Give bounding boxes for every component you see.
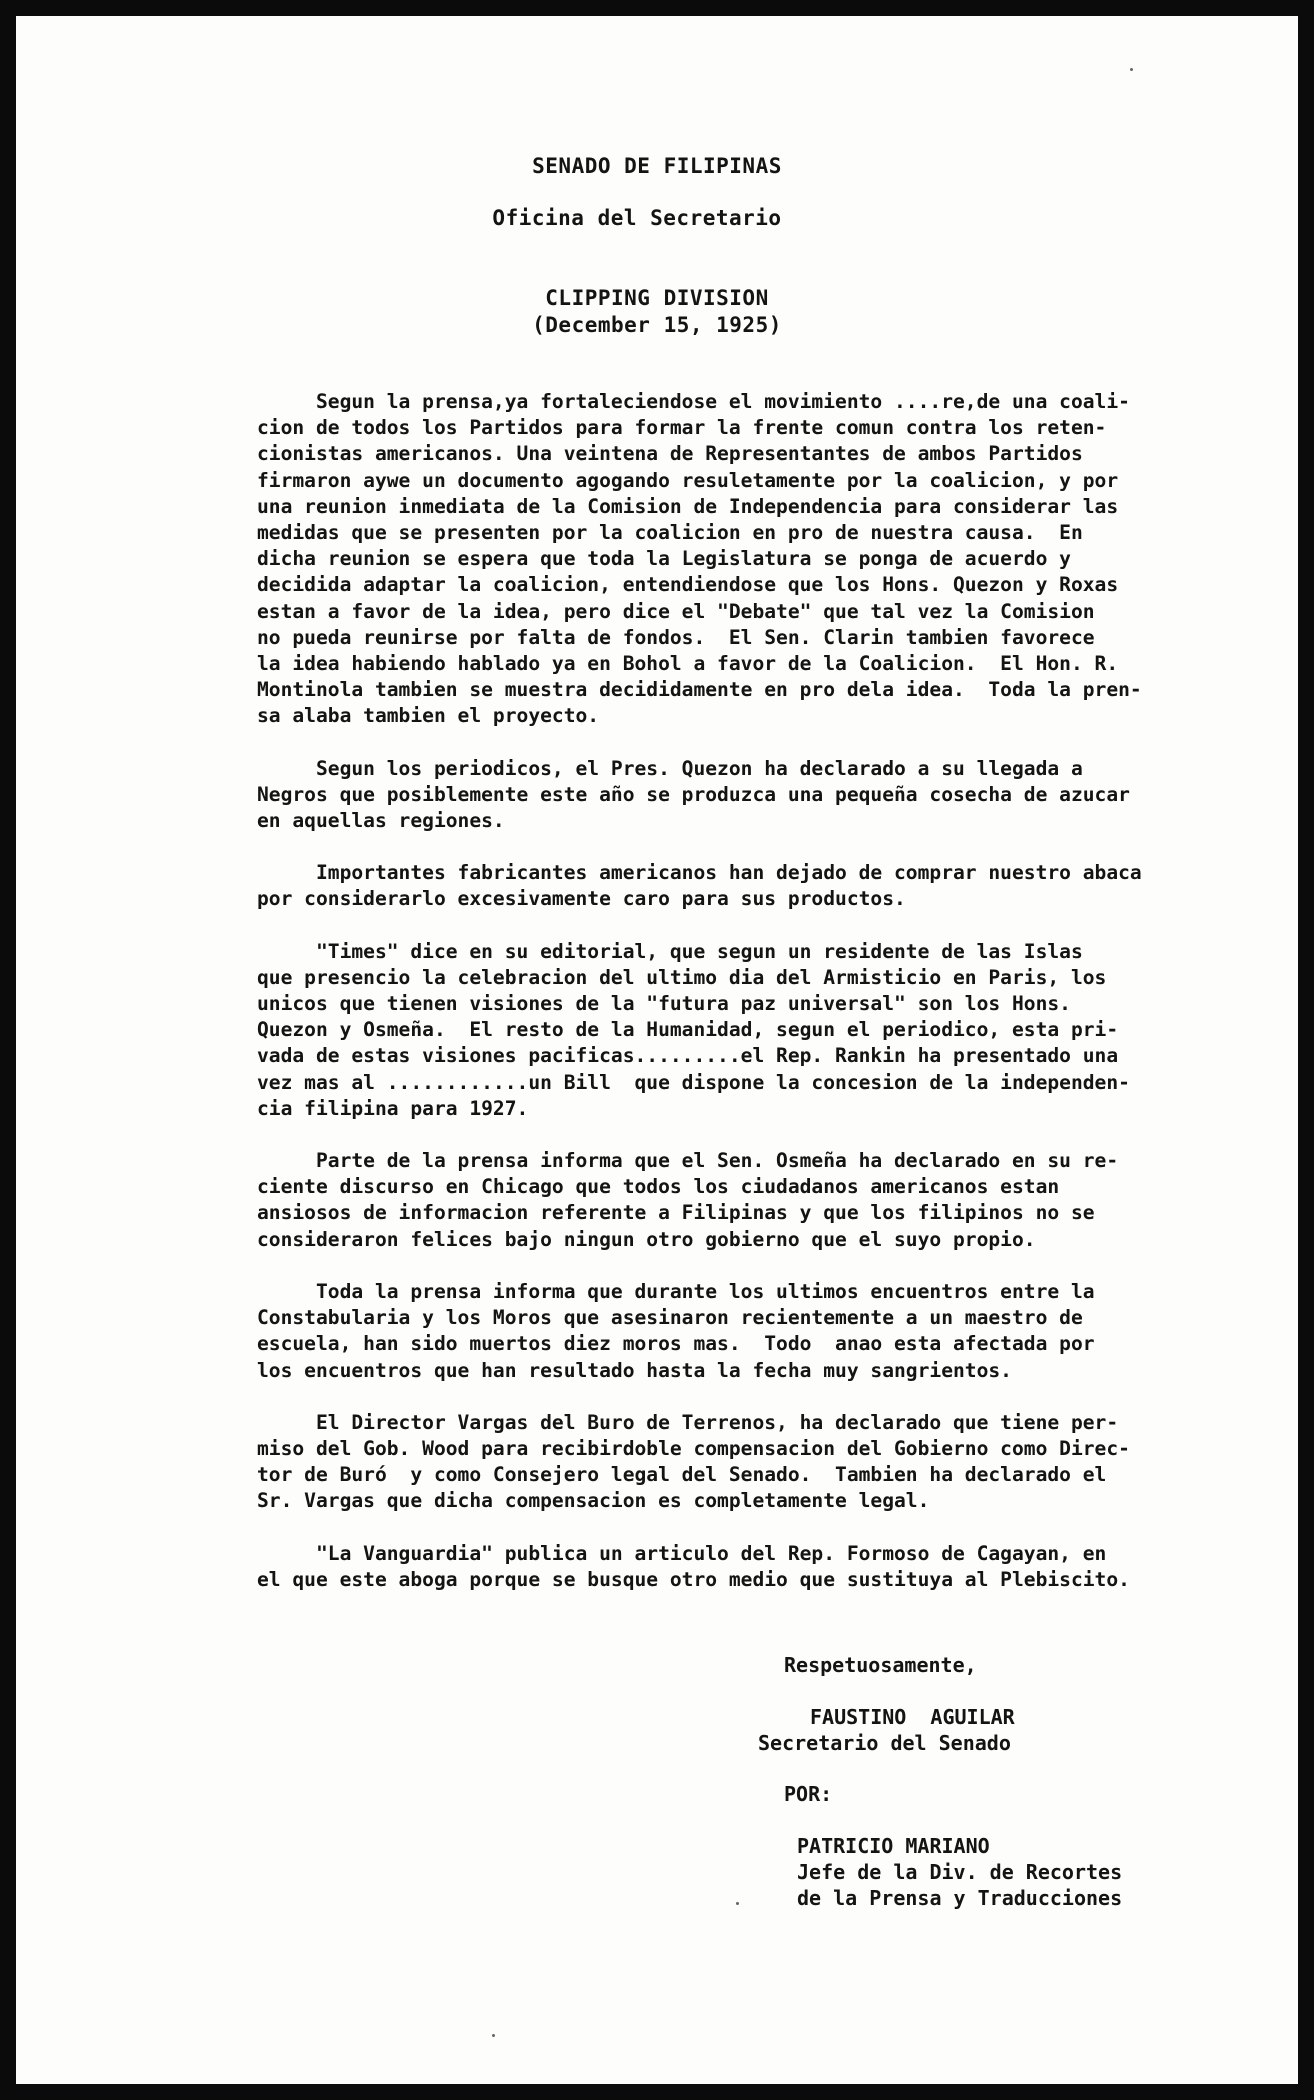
paragraph-line: Segun la prensa,ya fortaleciendose el movimiento ....re,de una coali- [257,390,1130,413]
paragraph-line: cion de todos los Partidos para formar la frente comun contra los reten- [257,416,1107,440]
paper-speck [492,2034,495,2037]
paragraph [257,756,1207,835]
paragraph-line: cia filipina para 1927. [257,1096,529,1120]
paragraph [257,1541,1207,1593]
paper-speck [736,1902,739,1905]
paragraph-line: Quezon y Osmeña. El resto de la Humanidad, segun el periodico, esta pri- [257,1018,1119,1042]
paragraph-line: no pueda reunirse por falta de fondos. El Sen. Clarin tambien favorece [257,625,1095,649]
paragraph-line: los encuentros que han resultado hasta la fecha muy sangrientos. [257,1358,1012,1382]
paragraph-line: el que este aboga porque se busque otro medio que sustituya al Plebiscito. [257,1567,1130,1591]
paragraph-line: la idea habiendo hablado ya en Bohol a favor de la Coalicion. El Hon. R. [257,652,1119,676]
paragraph-line: vada de estas visiones pacificas.........el Rep. Rankin ha presentado una [257,1044,1119,1068]
signatory-title: Secretario del Senado [758,1731,1011,1755]
paragraph-line: por considerarlo excesivamente caro para sus productos. [257,887,906,911]
paragraph-line: Sr. Vargas que dicha compensacion es completamente legal. [257,1489,930,1513]
paragraph-line: en aquellas regiones. [257,809,505,833]
paragraph-line: Negros que posiblemente este año se produzca una pequeña cosecha de azucar [257,782,1130,806]
paragraph-line: sa alaba tambien el proyecto. [257,704,600,728]
paper-speck [1130,68,1133,71]
paragraph-line: Constabularia y los Moros que asesinaron recientemente a un maestro de [257,1306,1083,1330]
signer-title-2: de la Prensa y Traducciones [797,1886,1123,1910]
paragraph-line: Toda la prensa informa que durante los ultimos encuentros entre la [257,1279,1095,1303]
paragraph [257,1279,1207,1384]
paragraph-line: decidida adaptar la coalicion, entendiendose que los Hons. Quezon y Roxas [257,573,1119,597]
paragraph-line: que presencio la celebracion del ultimo dia del Armisticio en Paris, los [257,965,1107,989]
paragraph-line: Parte de la prensa informa que el Sen. Osmeña ha declarado en su re- [257,1149,1119,1173]
paragraph [257,1148,1207,1253]
paragraph-line: miso del Gob. Wood para recibirdoble compensacion del Gobierno como Direc- [257,1436,1130,1460]
header-date: (December 15, 1925) [532,313,782,337]
signatory-name: FAUSTINO AGUILAR [810,1705,1015,1729]
closing-salutation: Respetuosamente, [784,1653,977,1677]
header-division: CLIPPING DIVISION [545,286,769,310]
por-label: POR: [784,1782,833,1806]
header-org: SENADO DE FILIPINAS [532,154,782,178]
header-office: Oficina del Secretario [492,206,782,230]
paragraph-line: Montinola tambien se muestra decididamente en pro dela idea. Toda la pren- [257,678,1142,702]
paragraph-line: ciente discurso en Chicago que todos los ciudadanos americanos estan [257,1175,1060,1199]
paragraph-line: escuela, han sido muertos diez moros mas. Todo anao esta afectada por [257,1332,1095,1356]
signer-title-1: Jefe de la Div. de Recortes [797,1860,1123,1884]
paragraph-line: vez mas al ............un Bill que dispone la concesion de la independen- [257,1070,1130,1094]
signer-name: PATRICIO MARIANO [797,1834,990,1858]
paragraph-line: El Director Vargas del Buro de Terrenos, ha declarado que tiene per- [257,1410,1119,1434]
paragraph-line: "Times" dice en su editorial, que segun un residente de las Islas [257,939,1083,963]
paragraph-line: firmaron aywe un documento agogando resuletamente por la coalicion, y por [257,468,1119,492]
body-text [257,389,1207,1619]
paragraph-line: Segun los periodicos, el Pres. Quezon ha declarado a su llegada a [257,756,1083,780]
paragraph-line: consideraron felices bajo ningun otro gobierno que el suyo propio. [257,1227,1036,1251]
paragraph-line: medidas que se presenten por la coalicion en pro de nuestra causa. En [257,521,1083,545]
paragraph-line: dicha reunion se espera que toda la Legislatura se ponga de acuerdo y [257,547,1071,571]
paragraph-line: tor de Buró y como Consejero legal del Senado. Tambien ha declarado el [257,1463,1107,1487]
paragraph-line: Importantes fabricantes americanos han dejado de comprar nuestro abaca [257,861,1142,885]
paragraph [257,1410,1207,1515]
paragraph-line: una reunion inmediata de la Comision de Independencia para considerar las [257,494,1119,518]
paragraph [257,860,1207,912]
paragraph [257,389,1207,730]
document-page [16,16,1298,2084]
paragraph-line: ansiosos de informacion referente a Filipinas y que los filipinos no se [257,1201,1095,1225]
paragraph-line: "La Vanguardia" publica un articulo del Rep. Formoso de Cagayan, en [257,1541,1107,1565]
paragraph-line: cionistas americanos. Una veintena de Representantes de ambos Partidos [257,442,1083,466]
paragraph [257,939,1207,1122]
paragraph-line: unicos que tienen visiones de la "futura paz universal" son los Hons. [257,992,1071,1016]
paragraph-line: estan a favor de la idea, pero dice el "Debate" que tal vez la Comision [257,599,1095,623]
